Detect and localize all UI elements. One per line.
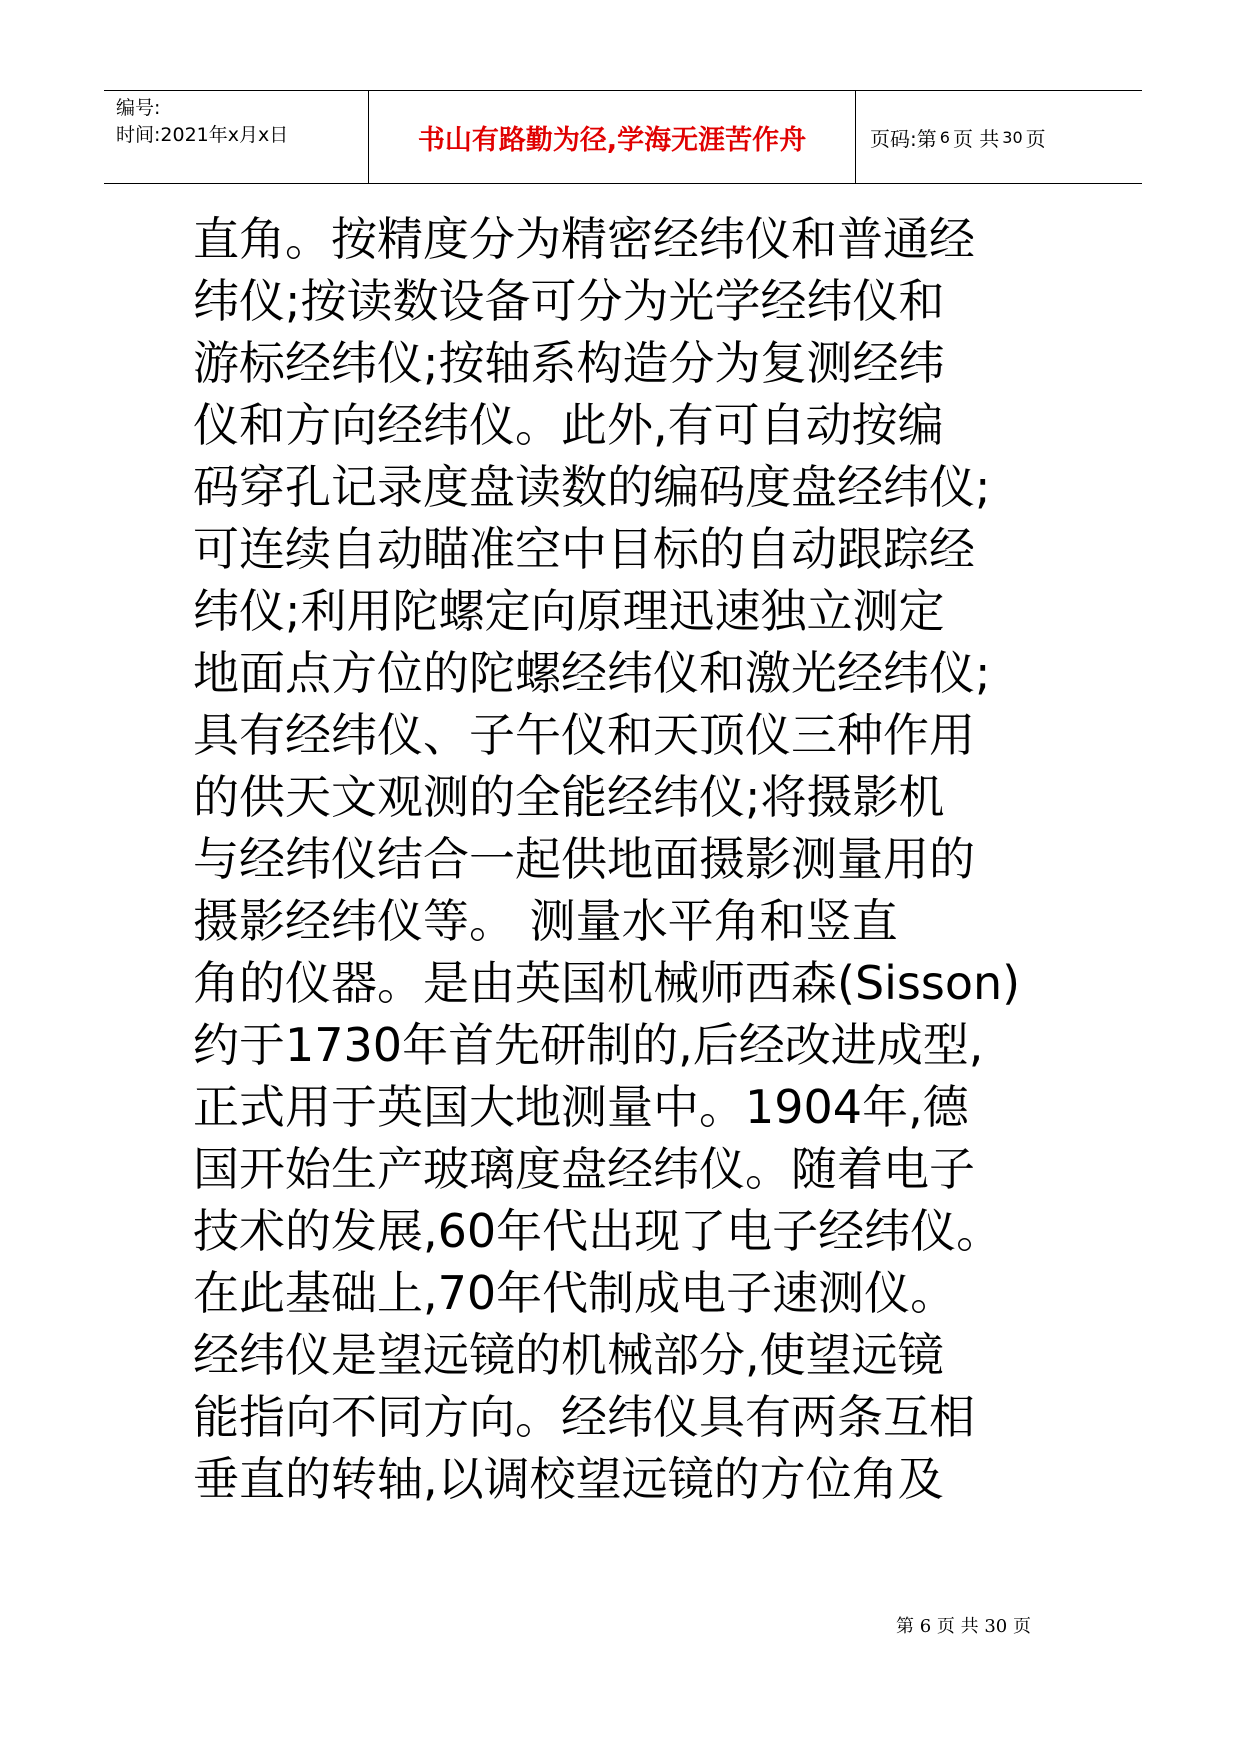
body-line: 直角。按精度分为精密经纬仪和普通经 [193,212,975,266]
document-time-label: 时间:2021年x月x日 [116,124,289,146]
page-suffix: 页 [1025,126,1046,151]
body-line: 纬仪;按读数设备可分为光学经纬仪和 [193,274,945,328]
body-line: 能指向不同方向。经纬仪具有两条互相 [193,1390,975,1444]
body-line: 国开始生产玻璃度盘经纬仪。随着电子 [193,1142,975,1196]
header-divider [368,91,369,183]
body-line: 的供天文观测的全能经纬仪;将摄影机 [193,770,945,824]
document-number-label: 编号: [116,97,161,119]
body-line: 与经纬仪结合一起供地面摄影测量用的 [193,832,975,886]
body-line: 摄影经纬仪等。 测量水平角和竖直 [193,894,898,948]
body-line: 地面点方位的陀螺经纬仪和激光经纬仪; [193,646,991,700]
body-line: 码穿孔记录度盘读数的编码度盘经纬仪; [193,460,991,514]
body-line: 正式用于英国大地测量中。1904年,德 [193,1080,969,1134]
body-line: 角的仪器。是由英国机械师西森(Sisson) [193,956,1021,1010]
body-line: 在此基础上,70年代制成电子速测仪。 [193,1266,957,1320]
page-mid: 页 共 [952,126,1000,151]
page-prefix: 页码:第 [870,126,937,151]
header-divider [855,91,856,183]
page-total-number: 30 [1002,127,1023,147]
header-page-info [870,91,1046,183]
page-footer: 第 6 页 共 30 页 [896,1616,1031,1637]
body-line: 垂直的转轴,以调校望远镜的方位角及 [193,1452,944,1506]
page-header [104,90,1142,184]
header-motto: 书山有路勤为径,学海无涯苦作舟 [417,124,807,156]
body-line: 可连续自动瞄准空中目标的自动跟踪经 [193,522,975,576]
body-line: 技术的发展,60年代出现了电子经纬仪。 [193,1204,1003,1258]
body-line: 约于1730年首先研制的,后经改进成型, [193,1018,984,1072]
body-text [193,208,1093,1510]
body-line: 纬仪;利用陀螺定向原理迅速独立测定 [193,584,945,638]
page-current-number: 6 [939,127,950,147]
body-line: 仪和方向经纬仪。此外,有可自动按编 [193,398,944,452]
body-line: 具有经纬仪、子午仪和天顶仪三种作用 [193,708,975,762]
body-line: 游标经纬仪;按轴系构造分为复测经纬 [193,336,945,390]
body-line: 经纬仪是望远镜的机械部分,使望远镜 [193,1328,944,1382]
